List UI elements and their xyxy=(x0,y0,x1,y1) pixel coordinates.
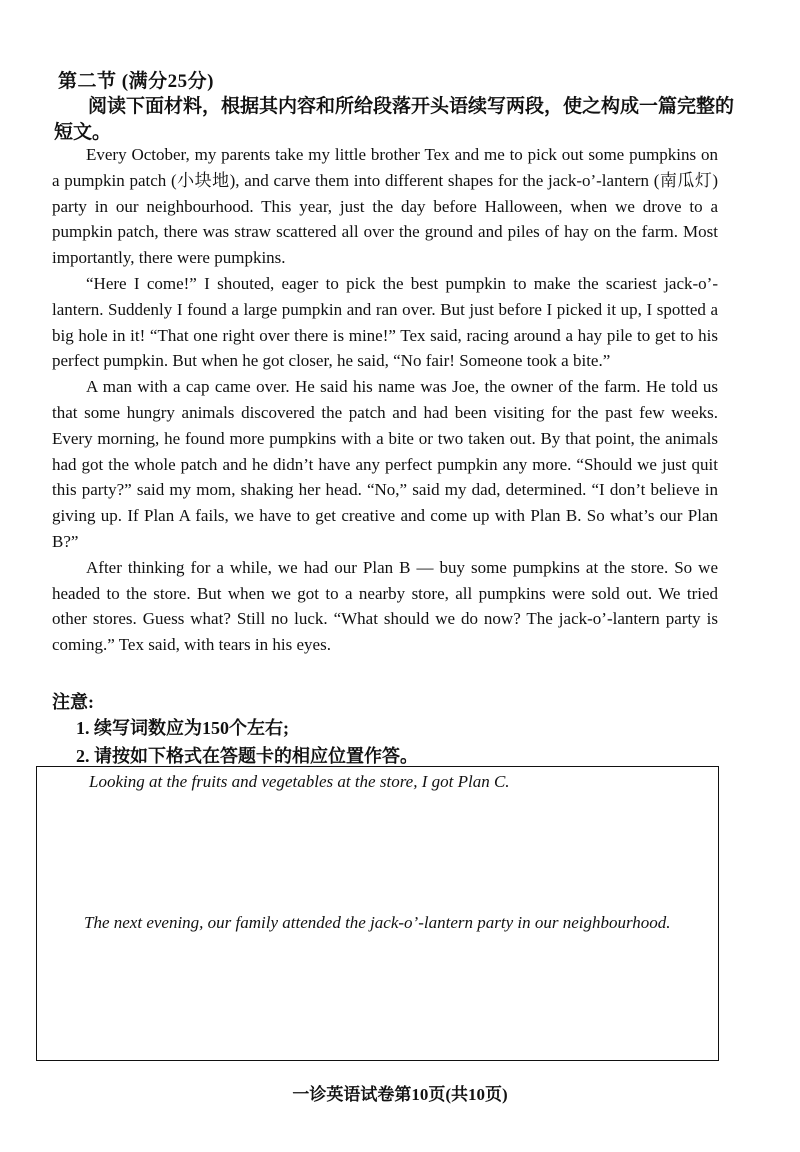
page-footer: 一诊英语试卷第10页(共10页) xyxy=(292,1085,508,1104)
section-instruction: 阅读下面材料，根据其内容和所给段落开头语续写两段，使之构成一篇完整的短文。 xyxy=(54,96,735,143)
continuation-prompt-1: Looking at the fruits and vegetables at the store, I got Plan C. xyxy=(89,772,510,791)
reading-passage xyxy=(52,142,718,658)
passage-paragraph: “Here I come!” I shouted, eager to pick the best pumpkin to make the scariest jack-o’-lantern. Suddenly I found a large pumpkin and ran over. But just before I picked it up, I spotted a big hole in it! “That one right over there is mine!” Tex said, racing around a hay pile to get to his perfect pumpkin. But when he got closer, he said, “No fair! Someone took a bite.” xyxy=(52,273,718,371)
section-title: 第二节 (满分25分) xyxy=(58,71,214,92)
passage-paragraph: Every October, my parents take my little brother Tex and me to pick out some pumpkins on a pumpkin patch (小块地), and carve them into different shapes for the jack-o’-lantern (南瓜灯) party in our neighbourhood. This year, just the day before Halloween, when we drove to a pumpkin patch, there was straw scattered all over the ground and piles of hay on the farm. Most importantly, there were pumpkins. xyxy=(52,145,718,268)
note-item-answer-format: 2. 请按如下格式在答题卡的相应位置作答。 xyxy=(76,746,418,766)
notes-title: 注意: xyxy=(52,692,94,712)
continuation-prompt-2: The next evening, our family attended the jack-o’-lantern party in our neighbourhood. xyxy=(84,913,671,932)
notes-list xyxy=(76,714,418,770)
passage-paragraph: A man with a cap came over. He said his name was Joe, the owner of the farm. He told us that some hungry animals discovered the patch and had been visiting for the past few weeks. Every morning, he found more pumpkins with a bite or two taken out. By that point, the animals had got the whole patch and he didn’t have any perfect pumpkin any more. “Should we just quit this party?” said my mom, shaking her head. “No,” said my dad, determined. “I don’t believe in giving up. If Plan A fails, we have to get creative and come up with Plan B. So what’s our Plan B?” xyxy=(52,377,718,551)
passage-paragraph: After thinking for a while, we had our Plan B — buy some pumpkins at the store. So we headed to the store. But when we got to a nearby store, all pumpkins were sold out. We tried other stores. Guess what? Still no luck. “What should we do now? The jack-o’-lantern party is coming.” Tex said, with tears in his eyes. xyxy=(52,557,718,655)
note-item-word-count: 1. 续写词数应为150个左右; xyxy=(76,718,289,738)
